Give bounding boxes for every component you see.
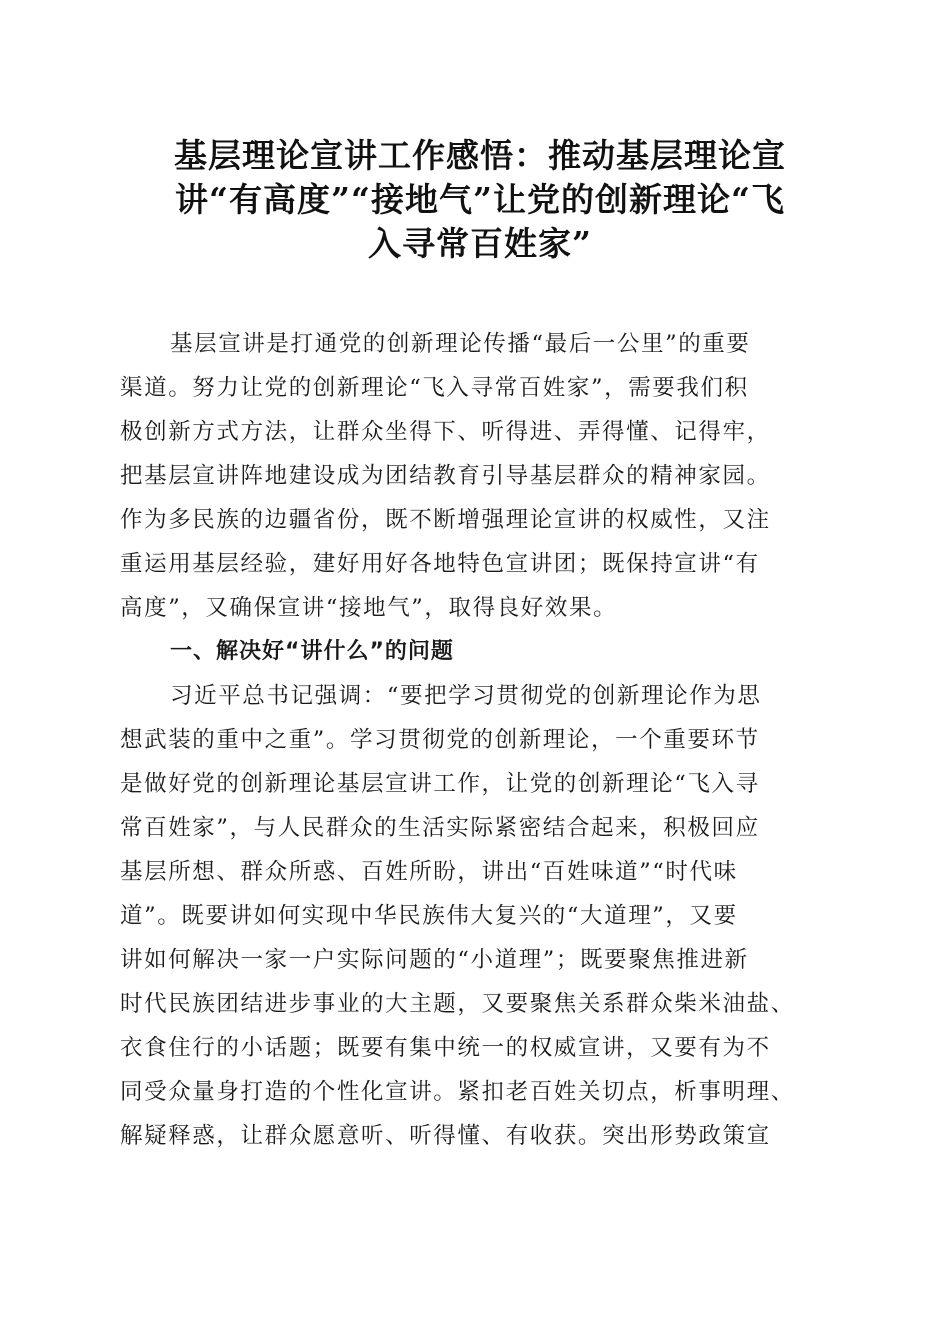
title-line-3: 入寻常百姓家” bbox=[368, 224, 592, 263]
text-line: 作为多民族的边疆省份，既不断增强理论宣讲的权威性，又注 bbox=[120, 507, 771, 533]
title-line-1: 基层理论宣讲工作感悟：推动基层理论宣 bbox=[174, 136, 786, 175]
text-line: 基层所想、群众所惑、百姓所盼，讲出“百姓味道”“时代味 bbox=[120, 859, 738, 885]
text-line: 是做好党的创新理论基层宣讲工作，让党的创新理论“飞入寻 bbox=[120, 771, 760, 797]
document-body bbox=[120, 322, 830, 1158]
paragraph-1 bbox=[120, 322, 830, 630]
text-line: 常百姓家”，与人民群众的生活实际紧密结合起来，积极回应 bbox=[120, 815, 760, 841]
text-line: 道”。既要讲如何实现中华民族伟大复兴的“大道理”，又要 bbox=[120, 903, 738, 929]
text-line: 极创新方式方法，让群众坐得下、听得进、弄得懂、记得牢， bbox=[120, 419, 771, 445]
text-line: 基层宣讲是打通党的创新理论传播“最后一公里”的重要 bbox=[170, 331, 751, 357]
text-line: 时代民族团结进步事业的大主题，又要聚焦关系群众柴米油盐、 bbox=[120, 991, 795, 1017]
text-line: 同受众量身打造的个性化宣讲。紧扣老百姓关切点，析事明理、 bbox=[120, 1079, 795, 1105]
text-line: 想武装的重中之重”。学习贯彻党的创新理论，一个重要环节 bbox=[120, 727, 760, 753]
section-heading-1: 一、解决好“讲什么”的问题 bbox=[170, 639, 454, 664]
text-line: 习近平总书记强调：“要把学习贯彻党的创新理论作为思 bbox=[170, 683, 762, 709]
paragraph-2 bbox=[120, 674, 830, 1158]
text-line: 衣食住行的小话题；既要有集中统一的权威宣讲，又要有为不 bbox=[120, 1035, 771, 1061]
text-line: 高度”，又确保宣讲“接地气”，取得良好效果。 bbox=[120, 595, 618, 621]
text-line: 讲如何解决一家一户实际问题的“小道理”；既要聚焦推进新 bbox=[120, 947, 749, 973]
text-line: 解疑释惑，让群众愿意听、听得懂、有收获。突出形势政策宣 bbox=[120, 1123, 771, 1149]
text-line: 把基层宣讲阵地建设成为团结教育引导基层群众的精神家园。 bbox=[120, 463, 771, 489]
text-line: 重运用基层经验，建好用好各地特色宣讲团；既保持宣讲“有 bbox=[120, 551, 760, 577]
document-title bbox=[120, 134, 840, 266]
title-line-2: 讲“有高度”“接地气”让党的创新理论“飞 bbox=[175, 180, 785, 219]
text-line: 渠道。努力让党的创新理论“飞入寻常百姓家”，需要我们积 bbox=[120, 375, 749, 401]
